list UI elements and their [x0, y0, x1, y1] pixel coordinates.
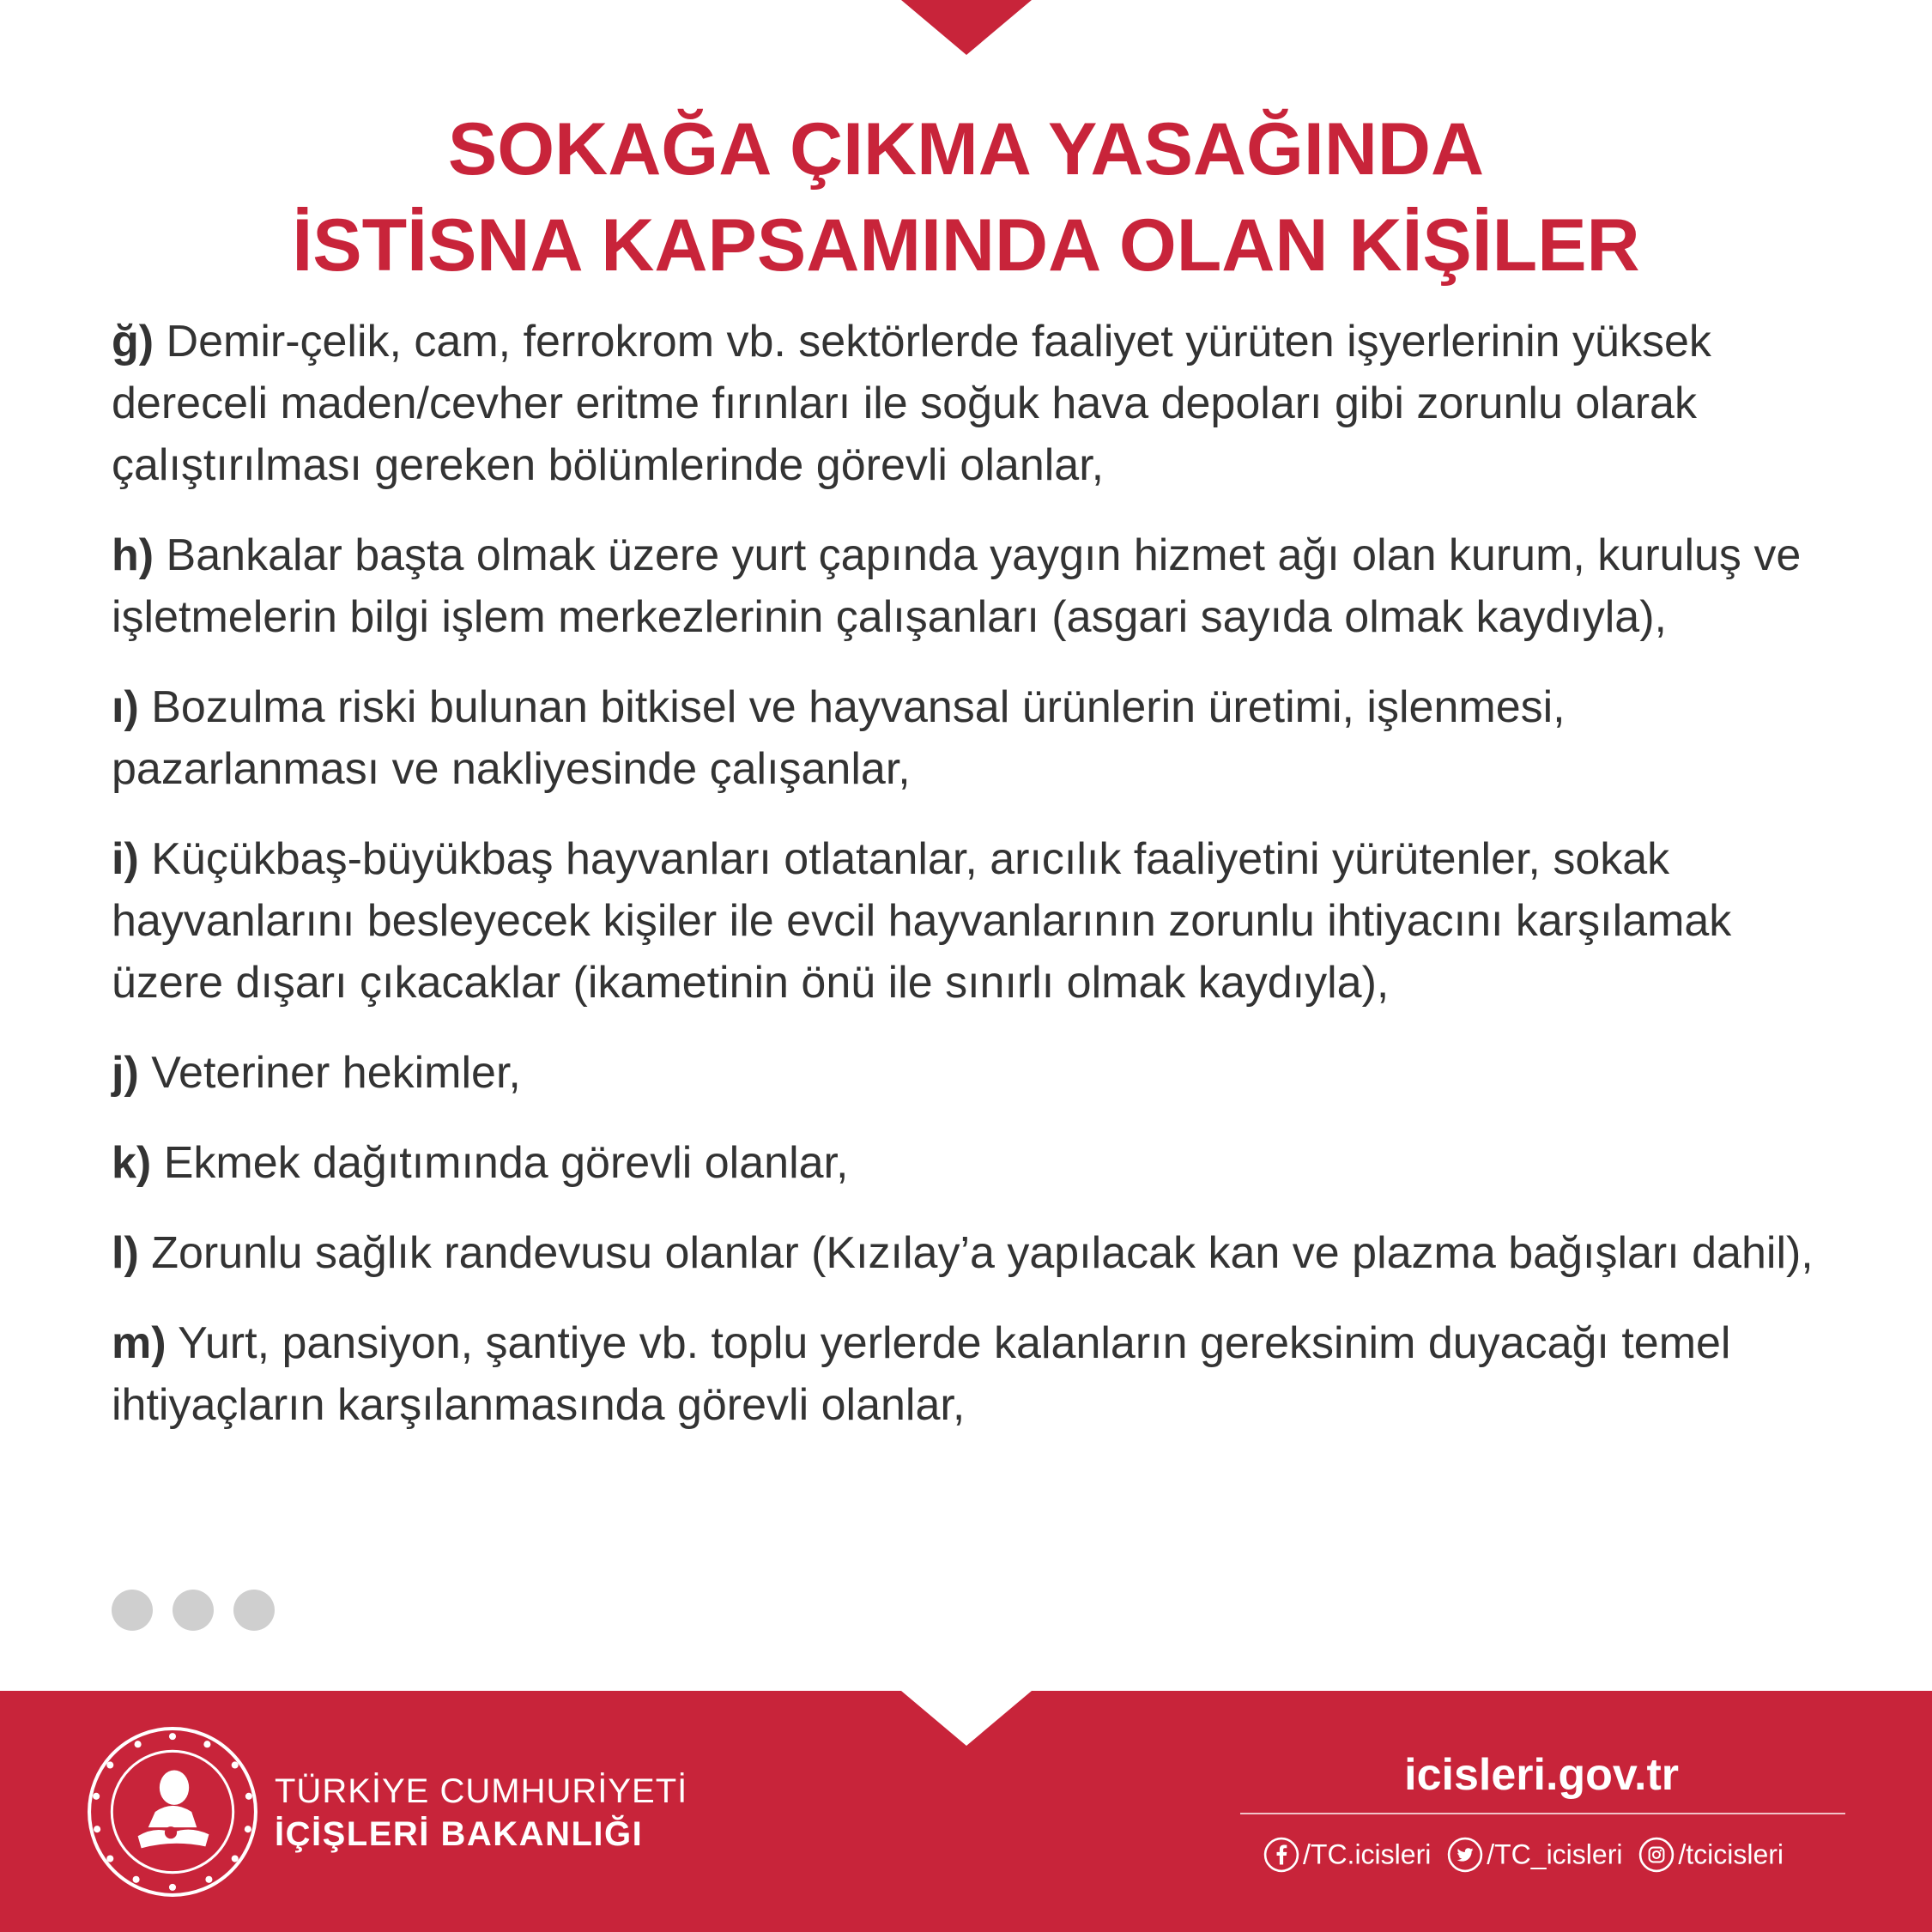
ministry-line-1: TÜRKİYE CUMHURİYETİ	[275, 1772, 688, 1810]
list-item-g-breve	[112, 311, 1828, 496]
more-dot	[233, 1590, 275, 1631]
website-link[interactable]: icisleri.gov.tr	[1404, 1750, 1679, 1800]
item-text: Zorunlu sağlık randevusu olanlar (Kızılay’a yapılacak kan ve plazma bağışları dahil),	[138, 1228, 1814, 1278]
ministry-seal-icon	[86, 1725, 259, 1899]
list-item-j	[112, 1042, 1828, 1104]
item-text: Bankalar başta olmak üzere yurt çapında yaygın hizmet ağı olan kurum, kuruluş ve işletmelerin bilgi işlem merkezlerinin çalışanları (asgari sayıda olmak kaydıyla),	[112, 530, 1802, 642]
facebook-icon	[1263, 1837, 1299, 1873]
footer-bar	[0, 1691, 1932, 1932]
footer-notch-triangle	[901, 1691, 1032, 1746]
social-facebook[interactable]	[1263, 1832, 1431, 1874]
twitter-handle: /TC_icisleri	[1487, 1838, 1623, 1870]
list-item-dotless-i	[112, 676, 1828, 800]
item-text: Demir-çelik, cam, ferrokrom vb. sektörlerde faaliyet yürüten işyerlerinin yüksek dereceli maden/cevher eritme fırınları ile soğuk hava depoları gibi zorunlu olarak çalıştırılması gereken bölümlerinde görevli olanlar,	[112, 317, 1711, 490]
list-item-i	[112, 828, 1828, 1014]
social-instagram[interactable]	[1638, 1832, 1784, 1874]
social-links	[1263, 1832, 1792, 1874]
title-line-1: SOKAĞA ÇIKMA YASAĞINDA	[447, 108, 1485, 191]
social-twitter[interactable]	[1447, 1832, 1622, 1874]
page-title	[0, 101, 1932, 294]
list-item-l	[112, 1222, 1828, 1284]
item-label: ğ)	[112, 317, 154, 366]
ministry-name	[275, 1770, 687, 1856]
item-label: l)	[112, 1228, 139, 1278]
more-dot	[173, 1590, 214, 1631]
top-notch-triangle	[901, 0, 1032, 55]
exception-list	[112, 311, 1828, 1464]
item-label: m)	[112, 1318, 167, 1368]
item-label: k)	[112, 1138, 152, 1188]
item-text: Veteriner hekimler,	[138, 1048, 521, 1098]
item-text: Bozulma riski bulunan bitkisel ve hayvansal ürünlerin üretimi, işlenmesi, pazarlanması ve nakliyesinde çalışanlar,	[112, 682, 1566, 794]
instagram-handle: /tcicisleri	[1678, 1838, 1784, 1870]
item-label: ı)	[112, 682, 139, 732]
more-indicator	[112, 1590, 294, 1635]
item-label: j)	[112, 1048, 139, 1098]
list-item-m	[112, 1312, 1828, 1436]
instagram-icon	[1638, 1837, 1675, 1873]
twitter-icon	[1447, 1837, 1483, 1873]
title-line-2: İSTİSNA KAPSAMINDA OLAN KİŞİLER	[292, 204, 1640, 287]
facebook-handle: /TC.icisleri	[1303, 1838, 1432, 1870]
item-text: Yurt, pansiyon, şantiye vb. toplu yerlerde kalanların gereksinim duyacağı temel ihtiyaçların karşılanmasında görevli olanlar,	[112, 1318, 1731, 1430]
ministry-line-2: İÇİŞLERİ BAKANLIĞI	[275, 1815, 644, 1853]
more-dot	[112, 1590, 153, 1631]
item-text: Ekmek dağıtımında görevli olanlar,	[151, 1138, 849, 1188]
item-text: Küçükbaş-büyükbaş hayvanları otlatanlar, arıcılık faaliyetini yürütenler, sokak hayvanlarını besleyecek kişiler ile evcil hayvanlarının zorunlu ihtiyacını karşılamak üzere dışarı çıkacaklar (ikametinin önü ile sınırlı olmak kaydıyla),	[112, 834, 1732, 1008]
list-item-h	[112, 524, 1828, 648]
item-label: i)	[112, 834, 139, 884]
item-label: h)	[112, 530, 154, 580]
footer-divider	[1240, 1813, 1845, 1814]
list-item-k	[112, 1132, 1828, 1194]
